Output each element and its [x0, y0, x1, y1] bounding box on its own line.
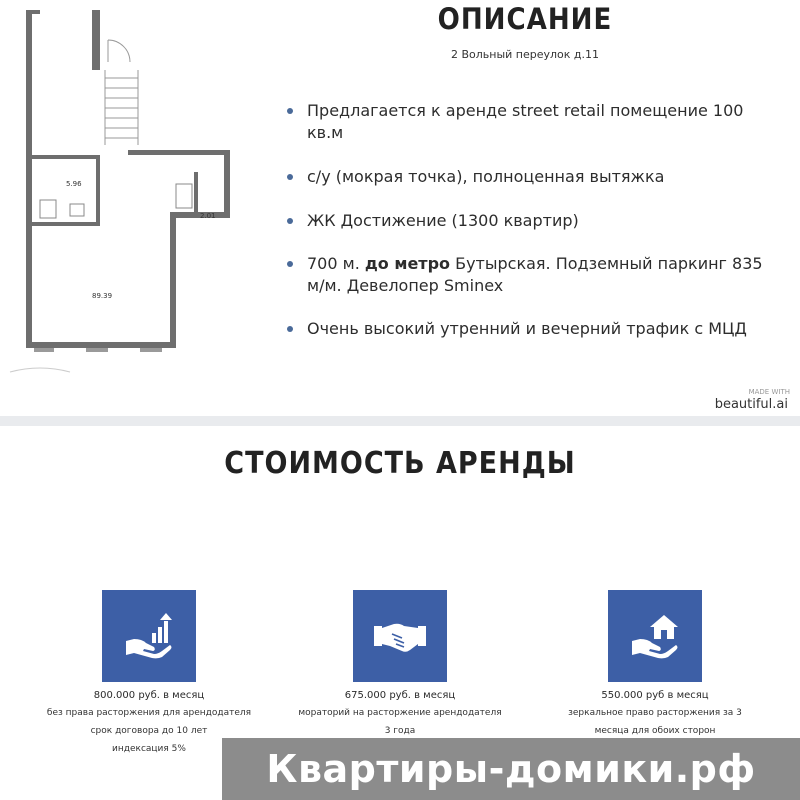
- card-tile: [102, 590, 196, 682]
- card-line: зеркальное право расторжения за 3: [568, 708, 742, 718]
- feature-list: [287, 100, 767, 340]
- handshake-icon: [374, 616, 426, 656]
- card-line: без права расторжения для арендодателя: [46, 708, 252, 718]
- card-tile: [608, 590, 702, 682]
- price-card: [530, 590, 780, 737]
- bullet-prefix: 700 м.: [307, 254, 365, 273]
- pricing-title: СТОИМОСТЬ АРЕНДЫ: [224, 446, 576, 481]
- card-line: индексация 5%: [112, 744, 186, 754]
- card-price: 550.000 руб в месяц: [601, 690, 709, 701]
- card-line: месяца для обоих сторон: [594, 726, 716, 736]
- floor-plan-image: [0, 0, 260, 380]
- list-item: [287, 253, 767, 297]
- list-item: ЖК Достижение (1300 квартир): [287, 210, 767, 232]
- bullet-bold: до метро: [364, 254, 451, 273]
- card-tile: [353, 590, 447, 682]
- card-price: 675.000 руб. в месяц: [344, 690, 456, 701]
- card-line: срок договора до 10 лет: [90, 726, 208, 736]
- card-price: 800.000 руб. в месяц: [93, 690, 205, 701]
- list-item: Предлагается к аренде street retail помещение 100 кв.м: [287, 100, 767, 144]
- watermark-text: Квартиры-домики.рф: [266, 747, 756, 791]
- hand-growth-icon: [124, 613, 174, 659]
- list-item: с/у (мокрая точка), полноценная вытяжка: [287, 166, 767, 188]
- room-side-area: 2.01: [200, 212, 216, 220]
- price-card: [275, 590, 525, 737]
- page-title: ОПИСАНИЕ: [437, 2, 613, 36]
- address-subtitle: 2 Вольный переулок д.11: [450, 48, 600, 61]
- brand-logo: beautiful.ai: [714, 397, 788, 412]
- list-item: Очень высокий утренний и вечерний трафик с МЦД: [287, 318, 767, 340]
- room-small-area: 5.96: [66, 180, 82, 188]
- hand-house-icon: [630, 613, 680, 659]
- bullet-rest: Бутырская. Подземный паркинг 835 м/м. Девелопер Sminex: [307, 254, 763, 295]
- brand-made-with: MADE WITH: [748, 388, 790, 396]
- watermark-banner: [222, 738, 800, 800]
- room-main-area: 89.39: [92, 292, 113, 300]
- card-line: мораторий на расторжение арендодателя: [298, 708, 502, 718]
- price-card: [24, 590, 274, 755]
- card-line: 3 года: [384, 726, 416, 736]
